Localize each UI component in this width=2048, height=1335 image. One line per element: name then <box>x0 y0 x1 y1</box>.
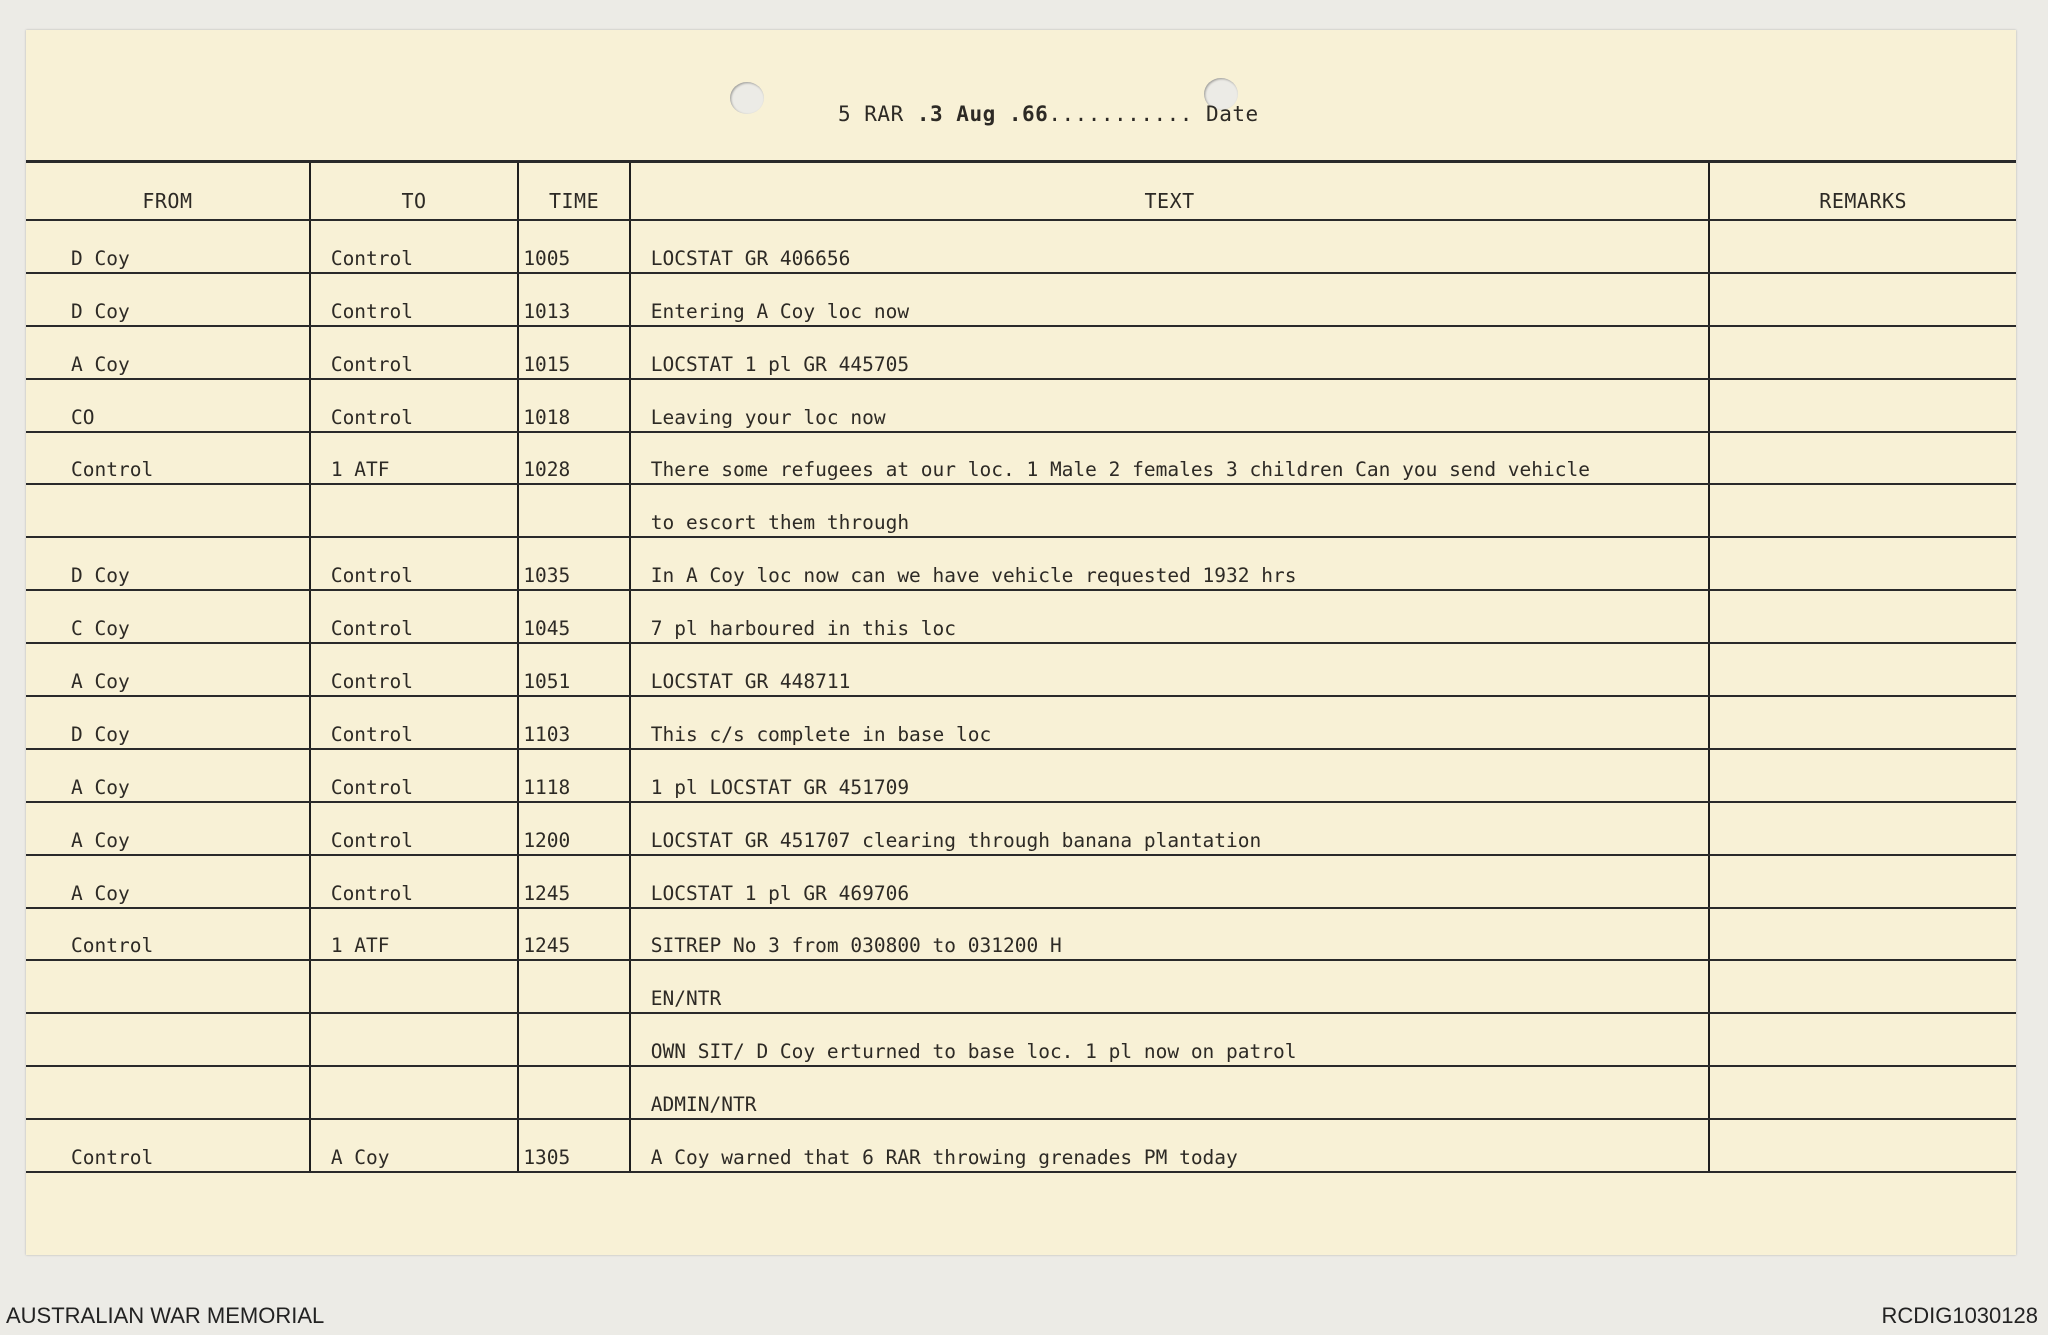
cell-remarks <box>1709 1013 2016 1066</box>
cell-from: A Coy <box>26 643 310 696</box>
cell-to <box>310 1013 518 1066</box>
cell-from: D Coy <box>26 220 310 273</box>
cell-remarks <box>1709 643 2016 696</box>
cell-from: Control <box>26 908 310 961</box>
date-label: Date <box>1206 102 1259 126</box>
column-header-time: TIME <box>518 162 629 221</box>
sheet-header <box>838 102 1259 126</box>
cell-to: Control <box>310 537 518 590</box>
cell-text: LOCSTAT GR 448711 <box>630 643 1710 696</box>
cell-remarks <box>1709 379 2016 432</box>
date-dots: ........... <box>1048 102 1193 126</box>
cell-time: 1245 <box>518 855 629 908</box>
cell-remarks <box>1709 855 2016 908</box>
cell-text: OWN SIT/ D Coy erturned to base loc. 1 pl now on patrol <box>630 1013 1710 1066</box>
cell-time: 1045 <box>518 590 629 643</box>
cell-text: There some refugees at our loc. 1 Male 2 females 3 children Can you send vehicle <box>630 432 1710 485</box>
column-header-remarks: REMARKS <box>1709 162 2016 221</box>
cell-to: Control <box>310 273 518 326</box>
cell-time: 1013 <box>518 273 629 326</box>
table-row <box>26 273 2016 326</box>
cell-time: 1200 <box>518 802 629 855</box>
cell-remarks <box>1709 273 2016 326</box>
punch-hole-left <box>730 82 764 114</box>
date-value: .3 Aug .66 <box>916 102 1049 126</box>
cell-remarks <box>1709 1066 2016 1119</box>
cell-text: This c/s complete in base loc <box>630 696 1710 749</box>
cell-text: LOCSTAT GR 406656 <box>630 220 1710 273</box>
cell-time: 1015 <box>518 326 629 379</box>
cell-remarks <box>1709 484 2016 537</box>
log-entries <box>26 220 2016 1172</box>
cell-text: to escort them through <box>630 484 1710 537</box>
cell-to: Control <box>310 696 518 749</box>
cell-time: 1018 <box>518 379 629 432</box>
cell-to <box>310 960 518 1013</box>
cell-text: A Coy warned that 6 RAR throwing grenades PM today <box>630 1119 1710 1172</box>
cell-text: EN/NTR <box>630 960 1710 1013</box>
cell-from: A Coy <box>26 802 310 855</box>
cell-from: C Coy <box>26 590 310 643</box>
footer-catalogue-id: RCDIG1030128 <box>1881 1303 2038 1328</box>
table-header-row <box>26 162 2016 221</box>
cell-remarks <box>1709 432 2016 485</box>
cell-remarks <box>1709 590 2016 643</box>
cell-text: ADMIN/NTR <box>630 1066 1710 1119</box>
cell-from: D Coy <box>26 273 310 326</box>
cell-to: Control <box>310 802 518 855</box>
cell-to: 1 ATF <box>310 908 518 961</box>
unit-name: 5 RAR <box>838 102 904 126</box>
cell-to: Control <box>310 220 518 273</box>
cell-time <box>518 1013 629 1066</box>
cell-from: A Coy <box>26 749 310 802</box>
cell-remarks <box>1709 537 2016 590</box>
cell-from <box>26 484 310 537</box>
cell-to <box>310 1066 518 1119</box>
cell-time <box>518 484 629 537</box>
table-row <box>26 1066 2016 1119</box>
table-row <box>26 749 2016 802</box>
table-row <box>26 590 2016 643</box>
cell-time: 1005 <box>518 220 629 273</box>
table-row <box>26 1013 2016 1066</box>
table-row <box>26 326 2016 379</box>
cell-remarks <box>1709 220 2016 273</box>
cell-text: 7 pl harboured in this loc <box>630 590 1710 643</box>
message-log-table <box>26 160 2016 1173</box>
cell-from: Control <box>26 432 310 485</box>
cell-time: 1245 <box>518 908 629 961</box>
cell-to: Control <box>310 326 518 379</box>
table-row <box>26 855 2016 908</box>
cell-text: Leaving your loc now <box>630 379 1710 432</box>
table-row <box>26 1119 2016 1172</box>
cell-from: Control <box>26 1119 310 1172</box>
table-row <box>26 432 2016 485</box>
cell-text: LOCSTAT 1 pl GR 445705 <box>630 326 1710 379</box>
table-row <box>26 960 2016 1013</box>
cell-from <box>26 1066 310 1119</box>
table-row <box>26 220 2016 273</box>
column-header-text: TEXT <box>630 162 1710 221</box>
cell-from: A Coy <box>26 326 310 379</box>
table-row <box>26 484 2016 537</box>
cell-time: 1035 <box>518 537 629 590</box>
cell-from <box>26 1013 310 1066</box>
cell-remarks <box>1709 908 2016 961</box>
cell-to: Control <box>310 643 518 696</box>
cell-remarks <box>1709 696 2016 749</box>
cell-time <box>518 1066 629 1119</box>
cell-time: 1028 <box>518 432 629 485</box>
log-sheet <box>26 30 2016 1255</box>
cell-text: LOCSTAT 1 pl GR 469706 <box>630 855 1710 908</box>
table-row <box>26 379 2016 432</box>
cell-to: 1 ATF <box>310 432 518 485</box>
table-row <box>26 802 2016 855</box>
cell-to: A Coy <box>310 1119 518 1172</box>
cell-to: Control <box>310 855 518 908</box>
table-row <box>26 696 2016 749</box>
cell-from <box>26 960 310 1013</box>
cell-to: Control <box>310 590 518 643</box>
cell-time: 1103 <box>518 696 629 749</box>
cell-from: D Coy <box>26 696 310 749</box>
cell-from: D Coy <box>26 537 310 590</box>
column-header-from: FROM <box>26 162 310 221</box>
cell-to: Control <box>310 379 518 432</box>
cell-remarks <box>1709 749 2016 802</box>
cell-to: Control <box>310 749 518 802</box>
cell-time: 1118 <box>518 749 629 802</box>
footer-credit: AUSTRALIAN WAR MEMORIAL <box>6 1303 325 1328</box>
cell-text: SITREP No 3 from 030800 to 031200 H <box>630 908 1710 961</box>
table-row <box>26 908 2016 961</box>
cell-text: Entering A Coy loc now <box>630 273 1710 326</box>
cell-from: A Coy <box>26 855 310 908</box>
cell-text: In A Coy loc now can we have vehicle requested 1932 hrs <box>630 537 1710 590</box>
cell-remarks <box>1709 1119 2016 1172</box>
cell-from: CO <box>26 379 310 432</box>
cell-remarks <box>1709 326 2016 379</box>
cell-time: 1051 <box>518 643 629 696</box>
cell-to <box>310 484 518 537</box>
cell-text: LOCSTAT GR 451707 clearing through banana plantation <box>630 802 1710 855</box>
cell-time: 1305 <box>518 1119 629 1172</box>
cell-remarks <box>1709 960 2016 1013</box>
table-row <box>26 643 2016 696</box>
column-header-to: TO <box>310 162 518 221</box>
table-row <box>26 537 2016 590</box>
cell-time <box>518 960 629 1013</box>
cell-text: 1 pl LOCSTAT GR 451709 <box>630 749 1710 802</box>
cell-remarks <box>1709 802 2016 855</box>
